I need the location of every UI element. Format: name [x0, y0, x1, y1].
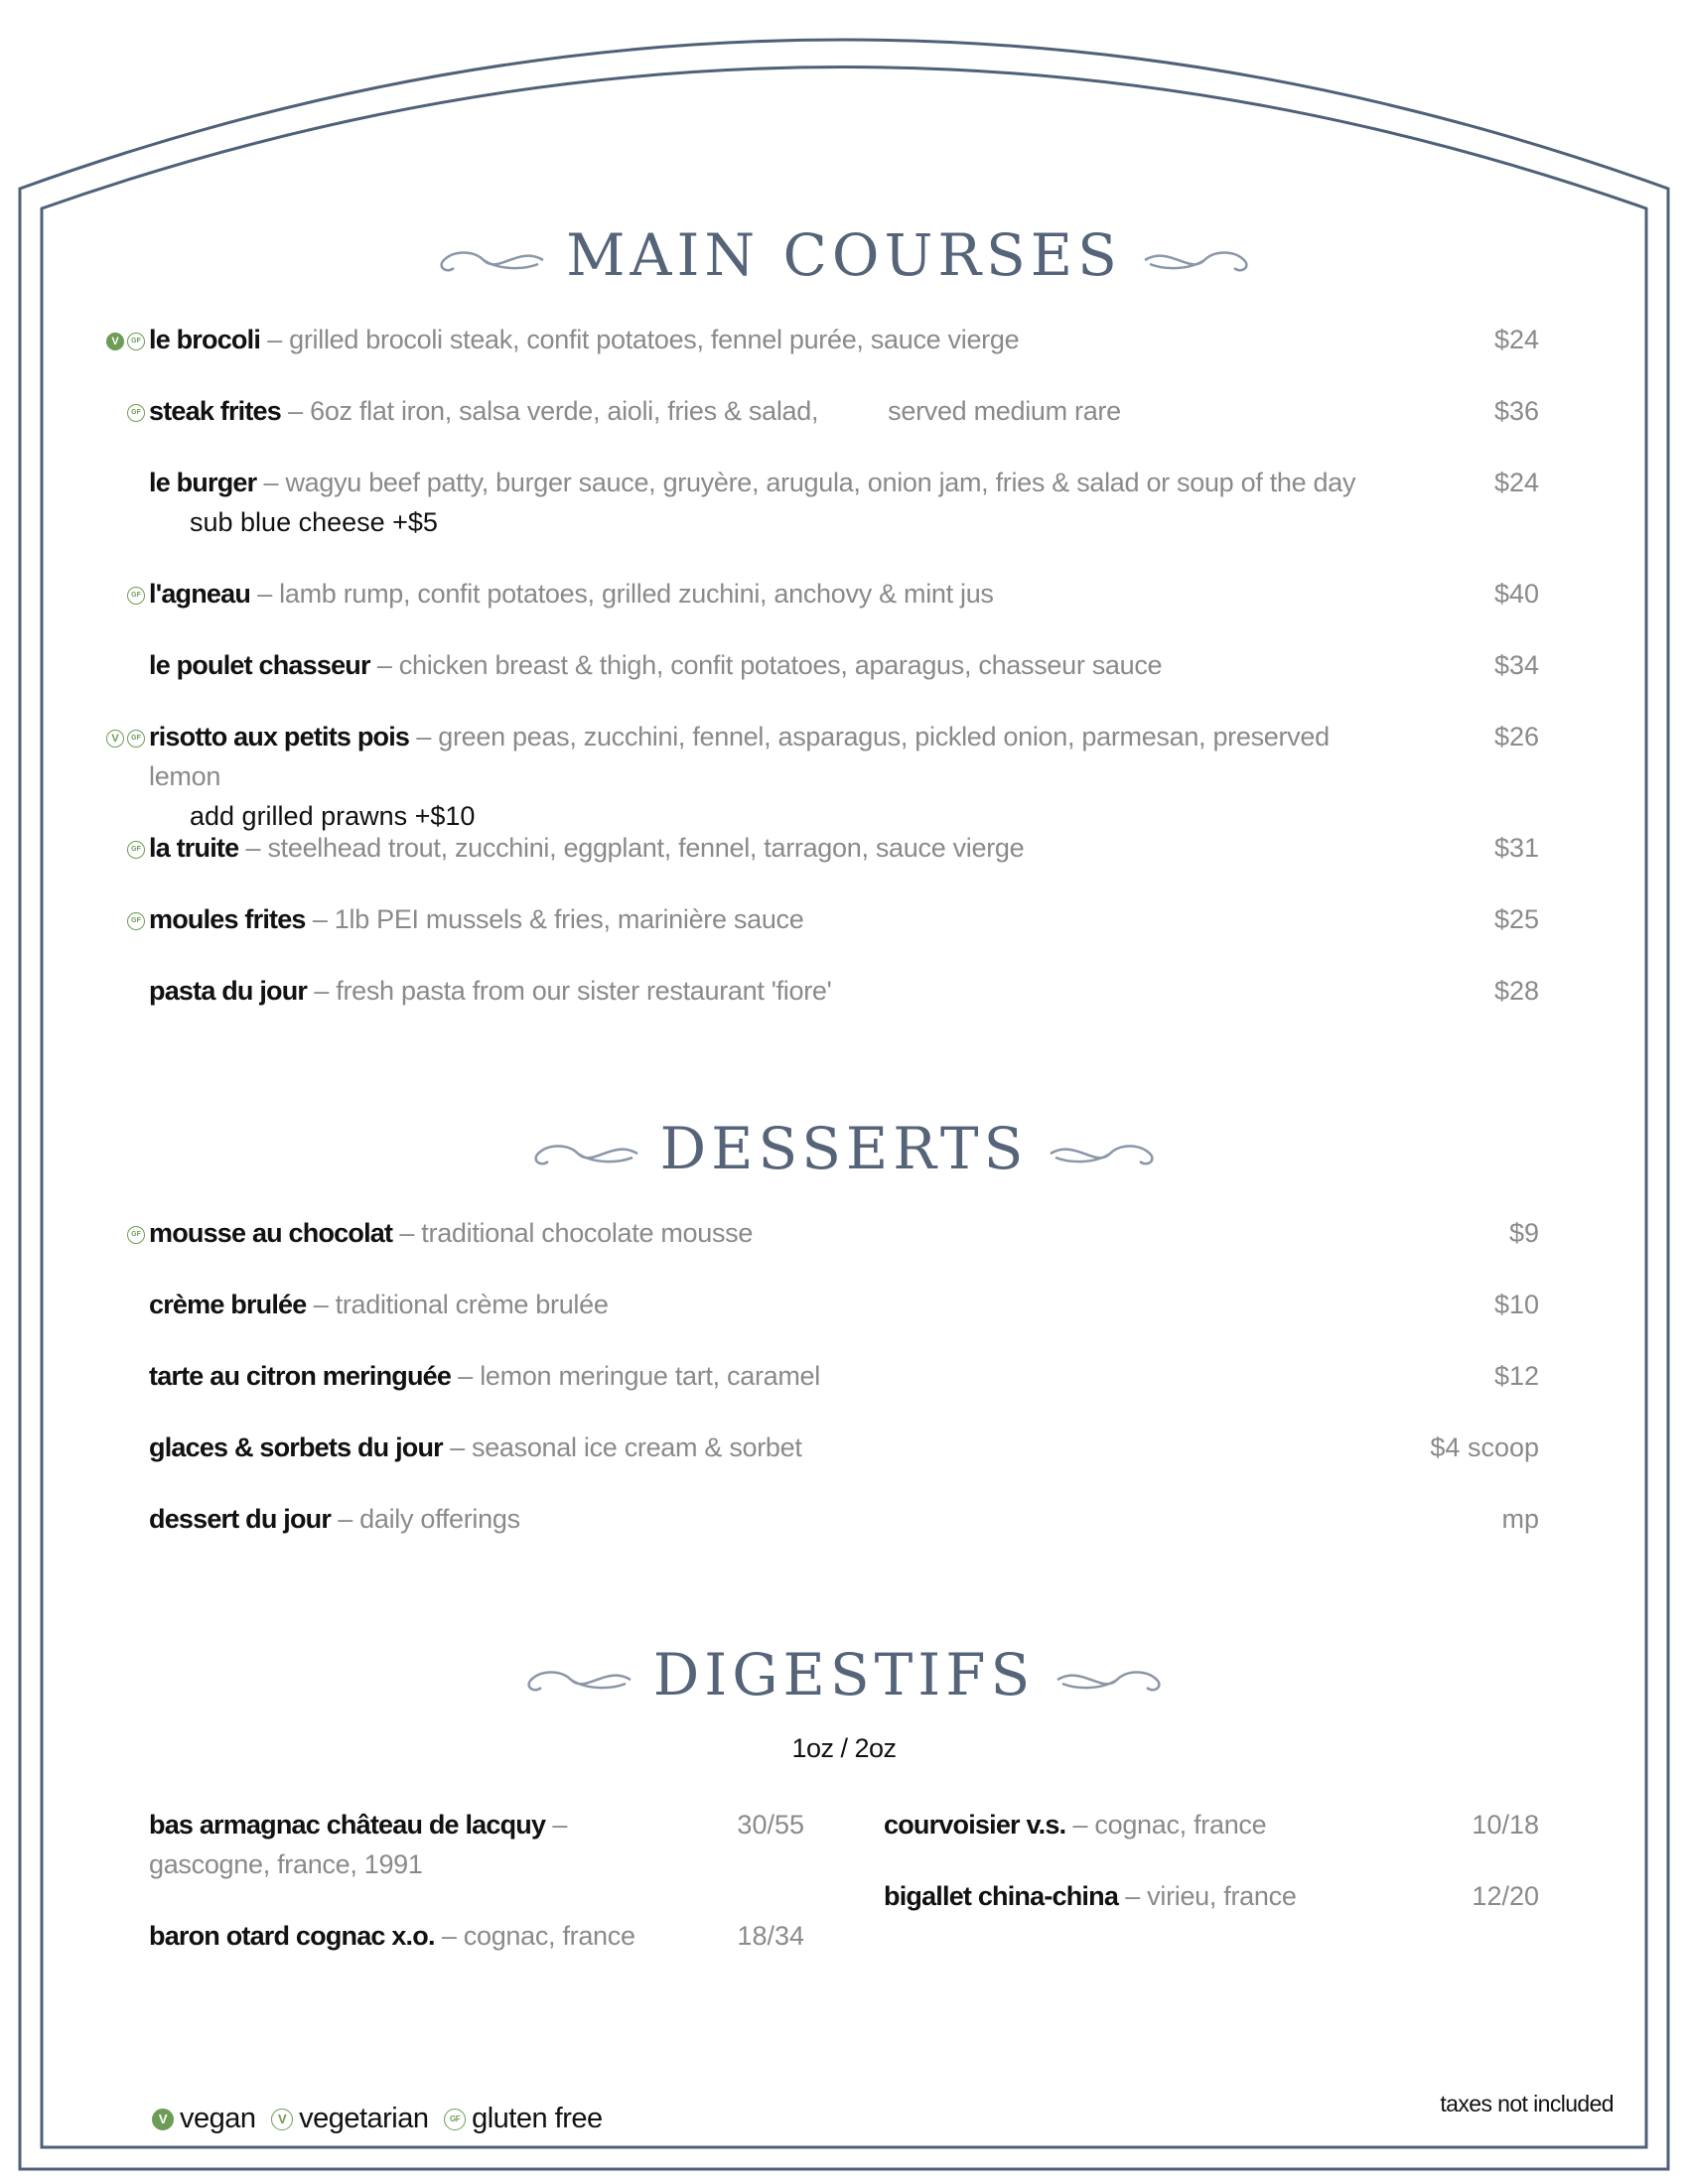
gluten-free-icon: GF	[444, 2109, 466, 2130]
gluten-free-icon: GF	[127, 404, 145, 422]
menu-item	[149, 1356, 1539, 1396]
item-addon: sub blue cheese +$5	[190, 507, 438, 537]
item-description: – fresh pasta from our sister restaurant 'fiore'	[307, 976, 832, 1006]
item-name: le burger	[149, 468, 257, 497]
item-price: $31	[1493, 833, 1539, 863]
item-description: – wagyu beef patty, burger sauce, gruyère, arugula, onion jam, fries & salad or soup of the day	[256, 468, 1356, 497]
item-name: crème brulée	[149, 1290, 307, 1319]
item-price: $12	[1493, 1361, 1539, 1391]
item-name: risotto aux petits pois	[149, 722, 410, 751]
item-description: – seasonal ice cream & sorbet	[442, 1433, 802, 1462]
item-price: $10	[1493, 1290, 1539, 1319]
menu-item	[131, 899, 1539, 939]
digestif-description: – gascogne, france, 1991	[149, 1810, 568, 1879]
item-description: – traditional crème brulée	[306, 1290, 609, 1319]
gluten-free-icon: GF	[127, 912, 145, 930]
item-price: $40	[1493, 579, 1539, 609]
item-description: – lamb rump, confit potatoes, grilled zuchini, anchovy & mint jus	[250, 579, 994, 609]
vegan-icon: V	[152, 2109, 174, 2130]
dietary-badges	[103, 320, 145, 359]
digestif-item	[884, 1876, 1539, 1916]
item-description: – traditional chocolate mousse	[392, 1218, 754, 1248]
menu-item	[111, 320, 1539, 359]
item-name: l'agneau	[149, 579, 251, 609]
digestifs-serving-sizes: 1oz / 2oz	[791, 1733, 897, 1763]
menu-item	[131, 828, 1539, 868]
flourish-left-icon	[429, 240, 548, 280]
menu-item	[149, 1428, 1539, 1467]
item-name: dessert du jour	[149, 1504, 332, 1534]
item-addon: add grilled prawns +$10	[190, 801, 476, 831]
item-name: moules frites	[149, 904, 306, 934]
main-courses-title: MAIN COURSES	[566, 221, 1122, 289]
menu-item	[131, 1213, 1539, 1253]
item-description: – chicken breast & thigh, confit potatoes, aparagus, chasseur sauce	[369, 650, 1163, 680]
item-description: – green peas, zucchini, fennel, asparagus, pickled onion, parmesan, preserved lemon	[149, 722, 1330, 791]
gluten-free-icon: GF	[127, 730, 145, 748]
item-price: $36	[1493, 396, 1539, 426]
menu-item	[131, 391, 1539, 431]
item-name: steak frites	[149, 396, 281, 426]
item-description: – 1lb PEI mussels & fries, marinière sauce	[305, 904, 804, 934]
digestif-price: 18/34	[737, 1921, 804, 1951]
gluten-free-icon: GF	[127, 841, 145, 859]
vegetarian-icon: V	[271, 2109, 293, 2130]
menu-item	[149, 971, 1539, 1011]
legend-gluten-free-label: gluten free	[472, 2103, 603, 2134]
digestif-item	[884, 1805, 1539, 1844]
item-price: $9	[1508, 1218, 1539, 1248]
item-price: $34	[1493, 650, 1539, 680]
item-description-note: served medium rare	[888, 396, 1121, 426]
flourish-right-icon	[1046, 1134, 1165, 1173]
vegetarian-icon: V	[106, 730, 124, 748]
item-description: – 6oz flat iron, salsa verde, aioli, fries & salad,	[280, 396, 819, 426]
item-price: $28	[1493, 976, 1539, 1006]
menu-item	[149, 1499, 1539, 1539]
item-name: glaces & sorbets du jour	[149, 1433, 443, 1462]
dietary-badges	[124, 574, 145, 614]
item-description: – lemon meringue tart, caramel	[451, 1361, 820, 1391]
item-description: – daily offerings	[331, 1504, 520, 1534]
menu-item	[131, 574, 1539, 614]
item-name: tarte au citron meringuée	[149, 1361, 452, 1391]
dietary-legend	[149, 2103, 603, 2135]
gluten-free-icon: GF	[127, 587, 145, 605]
menu-item	[149, 645, 1539, 685]
taxes-note: taxes not included	[1440, 2091, 1614, 2116]
legend-vegan-label: vegan	[180, 2103, 256, 2134]
digestif-price: 12/20	[1472, 1881, 1539, 1911]
digestifs-title: DIGESTIFS	[652, 1641, 1036, 1708]
item-name: le brocoli	[149, 325, 261, 354]
flourish-right-icon	[1140, 240, 1259, 280]
item-price: mp	[1501, 1504, 1539, 1534]
flourish-left-icon	[516, 1660, 635, 1700]
gluten-free-icon: GF	[127, 333, 145, 350]
gluten-free-icon: GF	[127, 1226, 145, 1244]
menu-item	[111, 717, 1539, 836]
menu-item	[149, 1285, 1539, 1324]
digestif-description: – cognac, france	[1065, 1810, 1267, 1840]
item-name: le poulet chasseur	[149, 650, 370, 680]
flourish-right-icon	[1053, 1660, 1172, 1700]
item-price: $25	[1493, 904, 1539, 934]
dietary-badges	[124, 391, 145, 431]
desserts-title: DESSERTS	[659, 1115, 1029, 1182]
digestifs-heading	[0, 1641, 1688, 1708]
digestif-name: baron otard cognac x.o.	[149, 1921, 435, 1951]
digestif-description: – cognac, france	[434, 1921, 635, 1951]
digestif-price: 30/55	[737, 1810, 804, 1840]
dietary-badges	[124, 828, 145, 868]
item-name: la truite	[149, 833, 239, 863]
vegan-icon: V	[106, 333, 124, 350]
item-price: $24	[1493, 468, 1539, 497]
flourish-left-icon	[523, 1134, 642, 1173]
menu-item	[149, 463, 1539, 542]
main-courses-heading	[0, 221, 1688, 289]
legend-vegetarian-label: vegetarian	[299, 2103, 429, 2134]
dietary-badges	[124, 1213, 145, 1253]
item-name: mousse au chocolat	[149, 1218, 393, 1248]
digestif-name: bas armagnac château de lacquy	[149, 1810, 546, 1840]
dietary-badges	[103, 717, 145, 756]
item-description: – grilled brocoli steak, confit potatoes, fennel purée, sauce vierge	[260, 325, 1020, 354]
desserts-heading	[0, 1115, 1688, 1182]
item-description: – steelhead trout, zucchini, eggplant, fennel, tarragon, sauce vierge	[238, 833, 1025, 863]
dietary-badges	[124, 899, 145, 939]
digestif-item	[149, 1916, 804, 1956]
item-price: $26	[1493, 722, 1539, 751]
item-price: $4 scoop	[1430, 1433, 1539, 1462]
digestif-price: 10/18	[1472, 1810, 1539, 1840]
digestif-name: bigallet china-china	[884, 1881, 1119, 1911]
digestif-description: – virieu, france	[1118, 1881, 1297, 1911]
digestif-name: courvoisier v.s.	[884, 1810, 1066, 1840]
item-price: $24	[1493, 325, 1539, 354]
digestif-item	[149, 1805, 804, 1884]
item-name: pasta du jour	[149, 976, 308, 1006]
